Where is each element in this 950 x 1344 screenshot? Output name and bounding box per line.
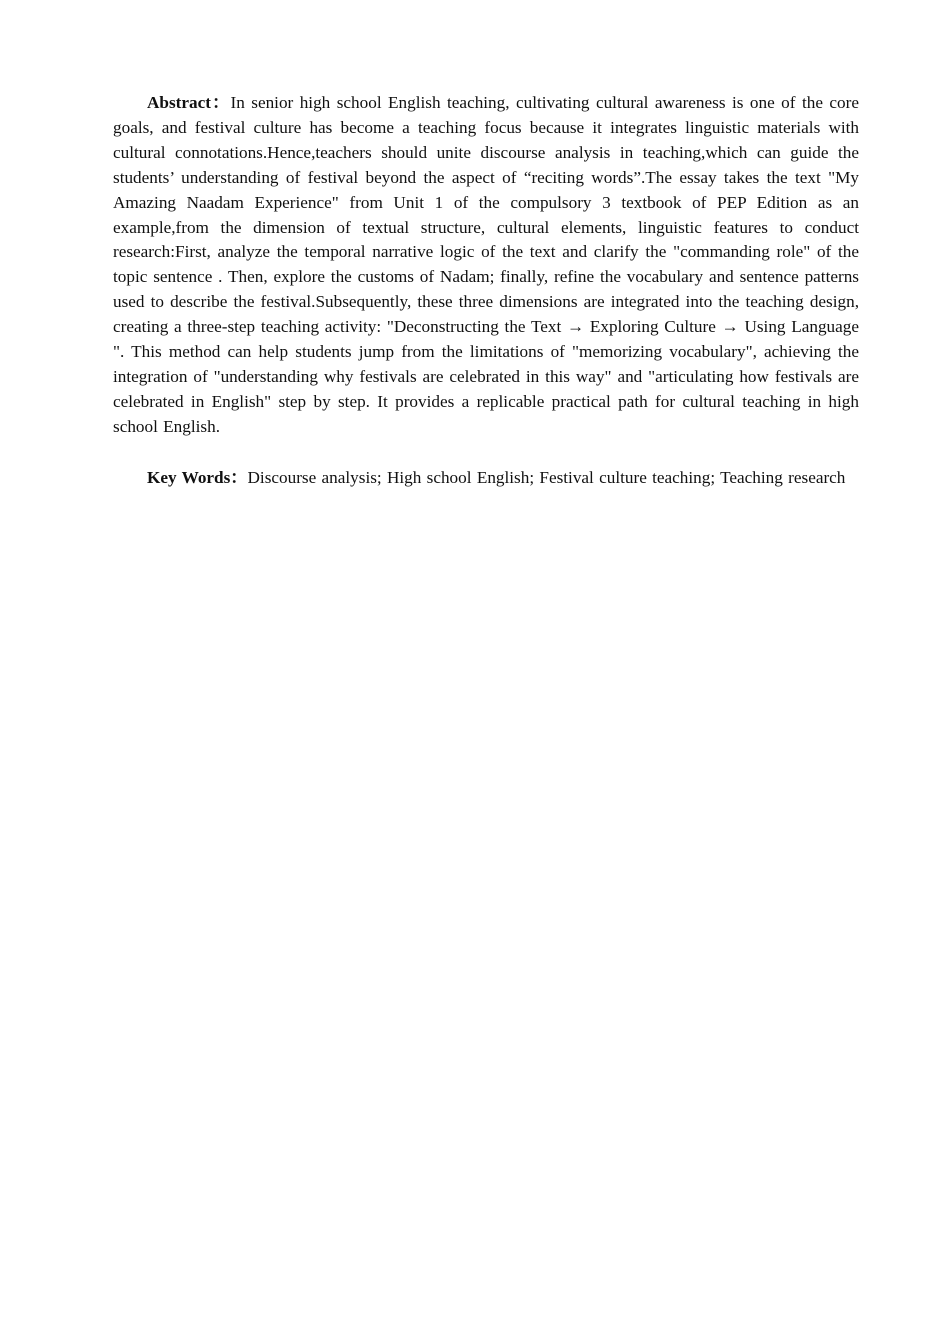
abstract-text: In senior high school English teaching, cultivating cultural awareness is one of the core goals, and festival culture has become a teaching focus because it integrates linguistic materials with cultural connotations.Hence,teachers should unite discourse analysis in teaching,which can guide the students’ understanding of festival beyond the aspect of “reciting words”.The essay takes the text "My Amazing Naadam Experience" from Unit 1 of the compulsory 3 textbook of PEP Edition as an example,from the dimension of textual structure, cultural elements, linguistic features to conduct research:First, analyze the temporal narrative logic of the text and clarify the "commanding role" of the topic sentence . Then, explore the customs of Nadam; finally, refine the vocabulary and sentence patterns used to describe the festival.Subsequently, these three dimensions are integrated into the teaching design, creating a three-step teaching activity: "Deconstructing the Text → Exploring Culture → Using Language ". This method can help students jump from the limitations of "memorizing vocabulary", achieving the integration of "understanding why festivals are celebrated in this way" and "articulating how festivals are celebrated in English" step by step. It provides a replicable practical path for cultural teaching in high school English. <box>113 93 859 436</box>
keywords-label-text: Key Words <box>147 467 231 487</box>
keywords-label <box>147 468 248 487</box>
keywords-paragraph <box>113 466 859 491</box>
abstract-label-separator: ： <box>210 93 231 112</box>
keywords-text: Discourse analysis; High school English; Festival culture teaching; Teaching research <box>247 467 846 487</box>
abstract-paragraph <box>113 91 859 440</box>
keywords-label-separator: ： <box>230 467 248 487</box>
paragraph-gap <box>113 440 859 466</box>
abstract-label-text: Abstract <box>147 93 211 112</box>
abstract-label <box>147 93 230 112</box>
document-page <box>113 91 859 491</box>
